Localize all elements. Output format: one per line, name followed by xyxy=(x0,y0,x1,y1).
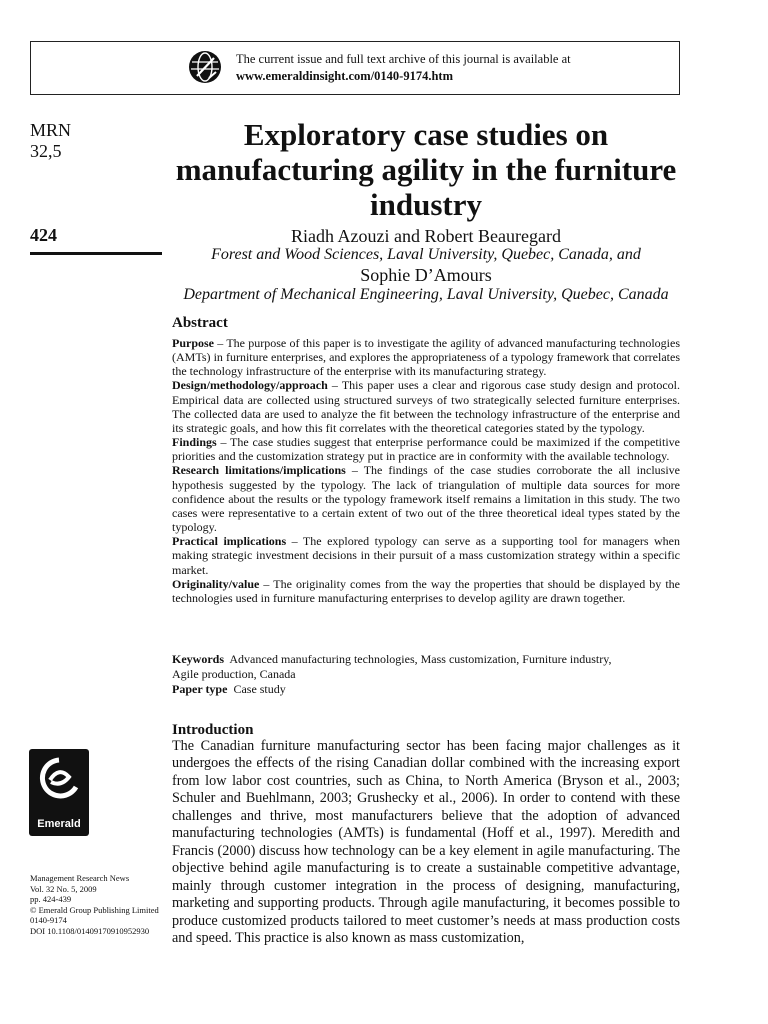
affiliation-secondary: Department of Mechanical Engineering, Laval University, Quebec, Canada xyxy=(183,286,669,303)
abstract-text: – The purpose of this paper is to investigate the agility of advanced manufacturing technologies (AMTs) in furniture enterprises, and explores the appropriateness of a typology framework that correlates the technology infrastructure of the enterprise with its manufacturing strategy. xyxy=(172,336,680,379)
pubinfo-line: 0140-9174 xyxy=(30,915,67,925)
journal-id xyxy=(30,120,71,162)
abstract-design xyxy=(172,378,680,435)
abstract-label: Originality/value xyxy=(172,576,260,591)
journal-abbrev: MRN xyxy=(30,120,72,140)
paper-type-value: Case study xyxy=(233,682,286,696)
publication-info xyxy=(30,873,159,936)
abstract-label: Purpose xyxy=(172,336,214,350)
authors-primary: Riadh Azouzi and Robert Beauregard xyxy=(291,226,561,246)
journal-url-link[interactable]: www.emeraldinsight.com/0140-9174.htm xyxy=(236,69,453,83)
journal-banner xyxy=(30,41,680,95)
globe-icon xyxy=(188,50,222,84)
emerald-logo xyxy=(29,749,89,836)
pubinfo-line: © Emerald Group Publishing Limited xyxy=(30,904,159,915)
abstract-text: – This paper uses a clear and rigorous case study design and protocol. Empirical data are collected using structured surveys of two strategically selected furniture enterprises. The collected data are used to analyze the fit between the technology infrastructure of the enterprise and its strategic goals, and how this fit correlates with the theoretical categories stated by the typology. xyxy=(172,378,680,435)
abstract-text: – The findings of the case studies corroborate the all inclusive hypothesis suggested by the typology. The lack of triangulation of multiple data sources for more confidence about the results or the typology framework itself remains a limitation in this study. The two cases were representative to a certain extent of two out of the three theoretical ideal types stated by the typology. xyxy=(172,463,680,535)
abstract-text: – The case studies suggest that enterprise performance could be maximized if the competitive priorities and the customization strategy put in practice are in conformity with the available technology. xyxy=(172,435,680,464)
keywords-line: Advanced manufacturing technologies, Mass customization, Furniture industry, xyxy=(229,652,612,666)
abstract-label: Practical implications xyxy=(172,534,287,549)
pubinfo-line: Management Research News xyxy=(30,873,130,883)
keywords-label: Keywords xyxy=(172,652,224,666)
page-number: 424 xyxy=(30,225,57,245)
abstract-heading: Abstract xyxy=(172,315,228,331)
pubinfo-line: Vol. 32 No. 5, 2009 xyxy=(30,883,97,894)
abstract-text: – The originality comes from the way the properties that should be displayed by the technologies used in furniture manufacturing enterprises to develop agility are drawn together. xyxy=(172,576,680,605)
paper-type xyxy=(172,682,680,697)
abstract-label: Research limitations/implications xyxy=(172,463,346,478)
abstract-limitations xyxy=(172,463,680,534)
authors-secondary: Sophie D’Amours xyxy=(360,265,492,285)
abstract-text: – The explored typology can serve as a supporting tool for managers when making strategic investment decisions in their pursuit of a mass customization strategy within a specific market. xyxy=(172,534,680,577)
volume-issue: 32,5 xyxy=(30,141,62,161)
keywords-line: Agile production, Canada xyxy=(172,667,296,681)
banner-line: The current issue and full text archive of this journal is available at xyxy=(236,52,571,66)
paper-type-label: Paper type xyxy=(172,682,228,696)
introduction-body: The Canadian furniture manufacturing sector has been facing major challenges as it undergoes the effects of the rising Canadian dollar combined with the increasing export from low labor cost countries, such as China, to North America (Bryson et al., 2003; Schuler and Buehlmann, 2003; Grushecky et al., 2006). In order to contend with these challenges and thrive, most manufacturers believe that the adoption of advanced manufacturing technologies (AMTs) is fundamental (Hoff et al., 1997). Meredith and Francis (2000) discuss how technology can be a key element in agile manufacturing. The objective behind agile manufacturing is to create a sustainable competitive advantage, mainly through customer integration in the process of designing, manufacturing, marketing and supporting products. Through agile manufacturing, it becomes possible to produce customized products tailored to meet customer’s needs at mass production costs and speed. This practice is also known as mass customization, xyxy=(172,738,680,946)
affiliation-primary: Forest and Wood Sciences, Laval University, Quebec, Canada, and xyxy=(211,246,641,263)
article-title: Exploratory case studies on manufacturing agility in the furniture industry xyxy=(175,117,677,222)
abstract-originality xyxy=(172,577,680,605)
introduction-heading: Introduction xyxy=(172,722,254,738)
divider xyxy=(30,252,162,255)
logo-text: Emerald xyxy=(37,818,81,830)
abstract-label: Design/methodology/approach xyxy=(172,378,328,393)
abstract-label: Findings xyxy=(172,435,217,450)
abstract-practical xyxy=(172,534,680,576)
abstract-purpose xyxy=(172,336,680,378)
banner-text xyxy=(236,51,571,85)
doi: DOI 10.1108/01409170910952930 xyxy=(30,925,150,936)
abstract-body xyxy=(172,336,680,605)
keywords xyxy=(172,652,680,682)
pubinfo-line: pp. 424-439 xyxy=(30,894,72,904)
abstract-findings xyxy=(172,435,680,463)
